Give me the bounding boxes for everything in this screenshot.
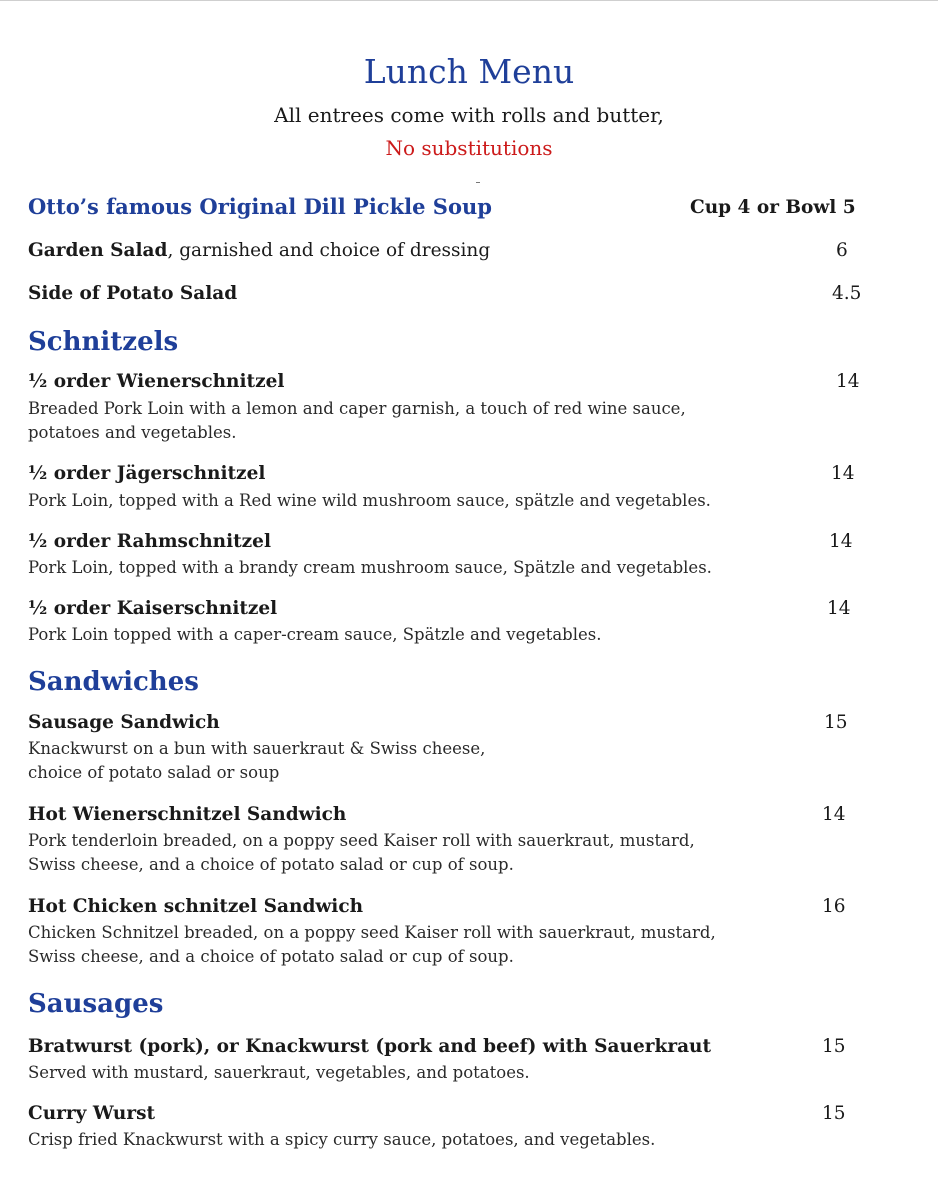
menu-item-price: 16 <box>822 896 846 917</box>
menu-item-description: Swiss cheese, and a choice of potato salad or cup of soup. <box>28 947 514 966</box>
menu-item-name: ½ order Jägerschnitzel <box>28 463 266 484</box>
garden-salad-name: Garden Salad <box>28 240 168 261</box>
menu-item-price: 14 <box>831 463 855 484</box>
garden-salad-price: 6 <box>836 240 848 261</box>
menu-item-description: Swiss cheese, and a choice of potato salad or cup of soup. <box>28 855 514 874</box>
menu-item-name: Hot Chicken schnitzel Sandwich <box>28 896 364 917</box>
menu-item-price: 14 <box>822 804 846 825</box>
menu-item-name: ½ order Wienerschnitzel <box>28 371 285 392</box>
menu-item-name: Sausage Sandwich <box>28 712 220 733</box>
menu-item-price: 15 <box>822 1103 846 1124</box>
menu-item-price: 14 <box>836 371 860 392</box>
menu-item-name: ½ order Rahmschnitzel <box>28 531 271 552</box>
menu-subtitle: All entrees come with rolls and butter, <box>274 103 664 127</box>
garden-salad-item <box>28 240 490 261</box>
menu-item-name: Hot Wienerschnitzel Sandwich <box>28 804 347 825</box>
menu-item-description: potatoes and vegetables. <box>28 423 237 442</box>
menu-item-name: ½ order Kaiserschnitzel <box>28 598 278 619</box>
menu-item-description: Pork tenderloin breaded, on a poppy seed Kaiser roll with sauerkraut, mustard, <box>28 831 695 850</box>
menu-item-description: Pork Loin topped with a caper-cream sauce, Spätzle and vegetables. <box>28 625 602 644</box>
menu-item-price: 15 <box>822 1036 846 1057</box>
menu-item-description: Pork Loin, topped with a brandy cream mushroom sauce, Spätzle and vegetables. <box>28 558 712 577</box>
menu-item-description: Breaded Pork Loin with a lemon and caper garnish, a touch of red wine sauce, <box>28 399 686 418</box>
menu-item-price: 14 <box>829 531 853 552</box>
soup-name: Otto’s famous Original Dill Pickle Soup <box>28 194 492 219</box>
menu-notice: No substitutions <box>385 136 553 160</box>
menu-item-description: choice of potato salad or soup <box>28 763 280 782</box>
garden-salad-detail: , garnished and choice of dressing <box>167 240 491 261</box>
menu-item-description: Crisp fried Knackwurst with a spicy curry sauce, potatoes, and vegetables. <box>28 1130 656 1149</box>
section-heading-sandwiches: Sandwiches <box>28 667 199 697</box>
potato-salad-name: Side of Potato Salad <box>28 283 238 304</box>
menu-item-price: 15 <box>824 712 848 733</box>
section-heading-schnitzels: Schnitzels <box>28 327 179 357</box>
menu-item-description: Served with mustard, sauerkraut, vegetables, and potatoes. <box>28 1063 530 1082</box>
menu-item-description: Chicken Schnitzel breaded, on a poppy seed Kaiser roll with sauerkraut, mustard, <box>28 923 716 942</box>
menu-item-price: 14 <box>827 598 851 619</box>
top-border <box>0 0 938 1</box>
section-heading-sausages: Sausages <box>28 989 164 1019</box>
potato-salad-price: 4.5 <box>832 283 862 304</box>
menu-item-description: Knackwurst on a bun with sauerkraut & Swiss cheese, <box>28 739 486 758</box>
menu-item-name: Curry Wurst <box>28 1103 156 1124</box>
soup-price: Cup 4 or Bowl 5 <box>690 197 856 218</box>
menu-title: Lunch Menu <box>363 52 575 91</box>
stray-mark <box>476 182 480 183</box>
menu-item-name: Bratwurst (pork), or Knackwurst (pork and beef) with Sauerkraut <box>28 1036 712 1057</box>
menu-item-description: Pork Loin, topped with a Red wine wild mushroom sauce, spätzle and vegetables. <box>28 491 711 510</box>
